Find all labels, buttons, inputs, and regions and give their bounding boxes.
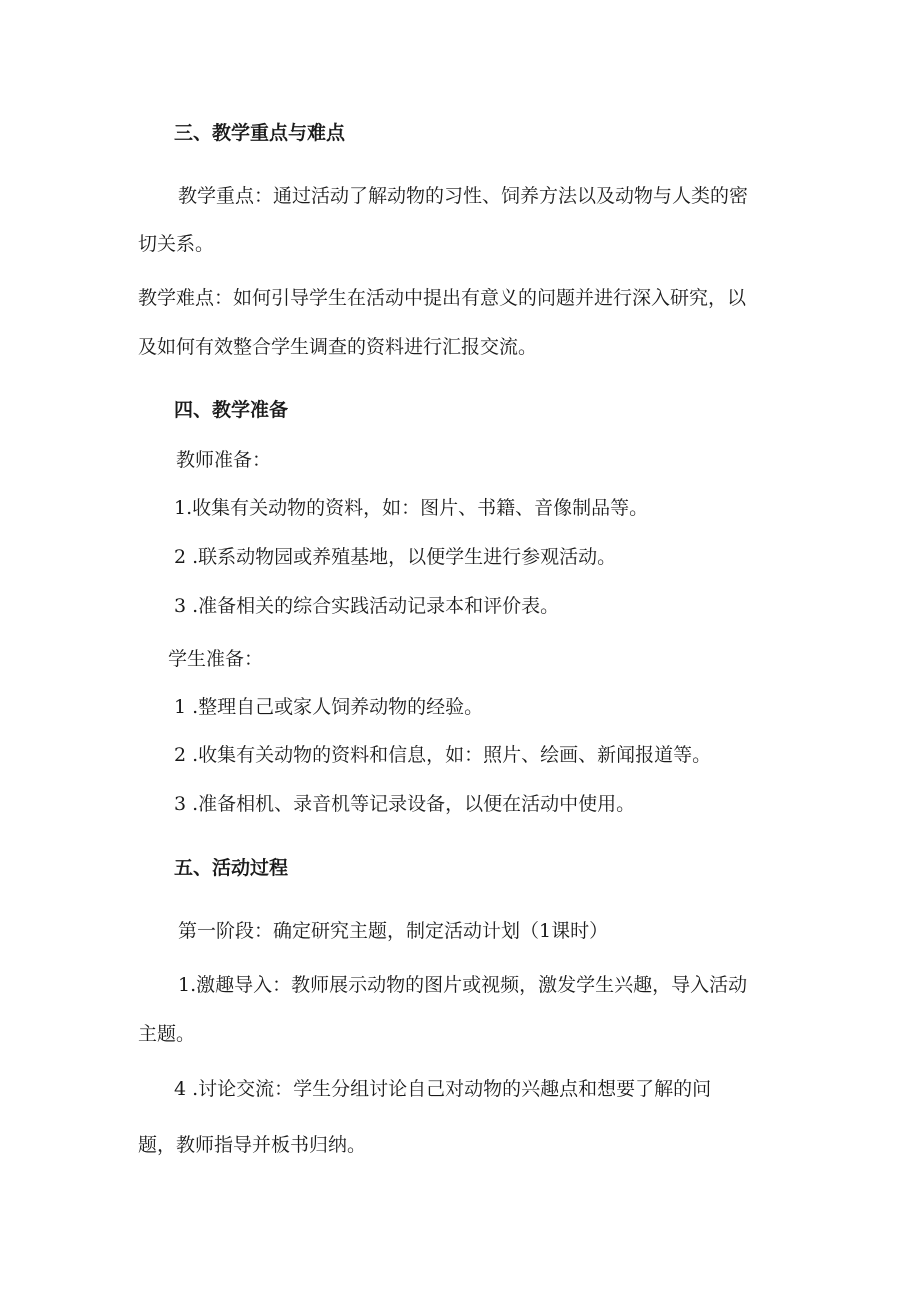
activity-item-4-line-2: 题，教师指导并板书归纳。: [138, 1134, 367, 1156]
teacher-prep-item-3: 3 .准备相关的综合实践活动记录本和评价表。: [174, 595, 560, 617]
student-prep-item-3: 3 .准备相机、录音机等记录设备，以便在活动中使用。: [174, 793, 636, 815]
teacher-preparation-label: 教师准备：: [176, 449, 272, 471]
teaching-difficulty-line-2: 及如何有效整合学生调查的资料进行汇报交流。: [138, 336, 538, 358]
stage-one-title: 第一阶段：确定研究主题，制定活动计划（1课时）: [178, 920, 609, 942]
section-heading-activity-process: 五、活动过程: [174, 857, 289, 879]
teaching-focus-line-1: 教学重点：通过活动了解动物的习性、饲养方法以及动物与人类的密: [178, 185, 749, 207]
student-prep-item-2: 2 .收集有关动物的资料和信息，如：照片、绘画、新闻报道等。: [174, 744, 712, 766]
section-heading-preparation: 四、教学准备: [174, 399, 289, 421]
teaching-difficulty-line-1: 教学难点：如何引导学生在活动中提出有意义的问题并进行深入研究，以: [138, 287, 747, 309]
teaching-focus-line-2: 切关系。: [138, 233, 215, 255]
activity-item-1-line-2: 主题。: [138, 1023, 196, 1045]
teacher-prep-item-1: 1.收集有关动物的资料，如：图片、书籍、音像制品等。: [174, 497, 649, 519]
section-heading-focus-difficulty: 三、教学重点与难点: [174, 122, 346, 144]
activity-item-1-line-1: 1.激趣导入：教师展示动物的图片或视频，激发学生兴趣，导入活动: [178, 974, 748, 996]
student-preparation-label: 学生准备：: [168, 648, 264, 670]
student-prep-item-1: 1 .整理自己或家人饲养动物的经验。: [174, 696, 484, 718]
teacher-prep-item-2: 2 .联系动物园或养殖基地，以便学生进行参观活动。: [174, 546, 617, 568]
activity-item-4-line-1: 4 .讨论交流：学生分组讨论自己对动物的兴趣点和想要了解的问: [174, 1078, 712, 1100]
